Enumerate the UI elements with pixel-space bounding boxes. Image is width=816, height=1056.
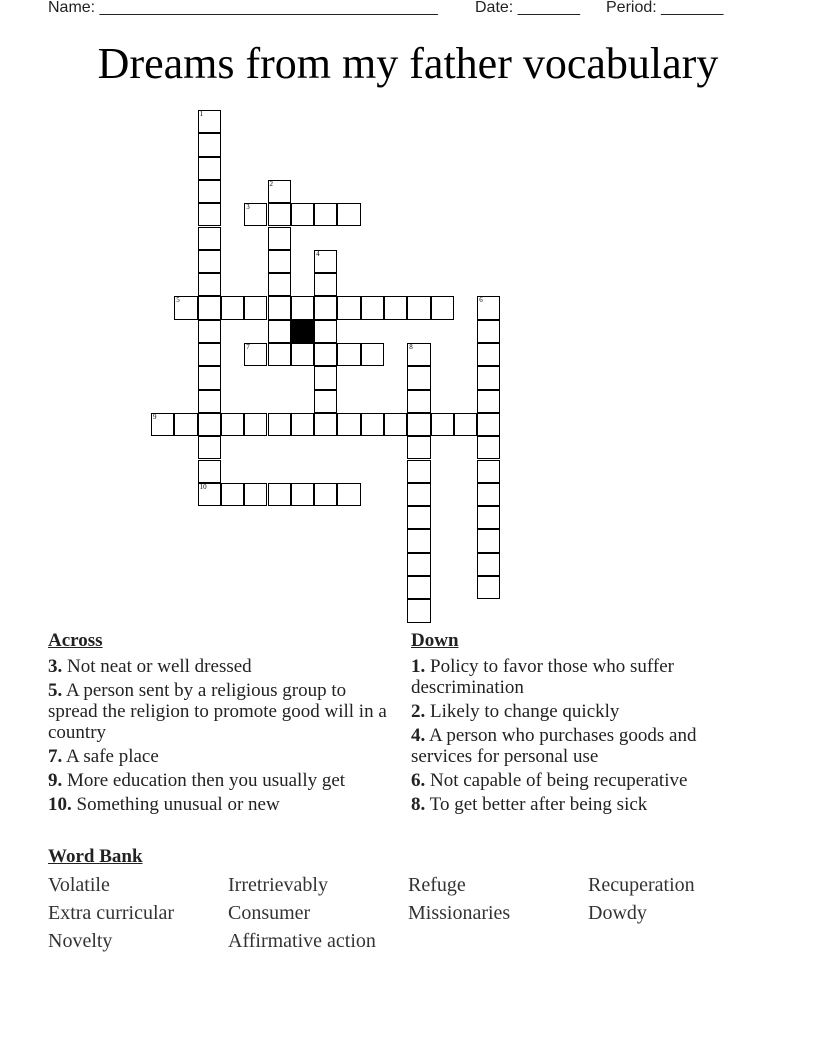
grid-cell[interactable] bbox=[291, 203, 314, 226]
grid-cell[interactable] bbox=[407, 436, 430, 459]
grid-cell[interactable] bbox=[477, 483, 500, 506]
grid-cell[interactable] bbox=[268, 343, 291, 366]
grid-cell[interactable] bbox=[268, 320, 291, 343]
grid-cell[interactable] bbox=[198, 273, 221, 296]
grid-cell[interactable] bbox=[198, 203, 221, 226]
word-bank-item: Missionaries bbox=[408, 902, 511, 924]
grid-cell[interactable] bbox=[477, 366, 500, 389]
clue-number: 9. bbox=[48, 770, 63, 791]
grid-cell[interactable] bbox=[337, 203, 360, 226]
clue-text: More education then you usually get bbox=[67, 770, 346, 791]
clue-text: A person sent by a religious group to spread the religion to promote good will in a country bbox=[48, 680, 387, 743]
grid-cell[interactable] bbox=[244, 343, 267, 366]
grid-cell[interactable] bbox=[268, 203, 291, 226]
grid-cell[interactable] bbox=[244, 296, 267, 319]
grid-cell[interactable] bbox=[407, 296, 430, 319]
cell-number: 8 bbox=[409, 343, 413, 351]
grid-cell[interactable] bbox=[431, 296, 454, 319]
clue-number: 4. bbox=[411, 725, 426, 746]
across-heading: Across bbox=[48, 630, 103, 651]
name-field[interactable]: Name: ______________________________________ bbox=[48, 0, 438, 16]
grid-cell[interactable] bbox=[198, 413, 221, 436]
grid-cell[interactable] bbox=[407, 599, 430, 622]
grid-cell[interactable] bbox=[314, 366, 337, 389]
grid-cell[interactable] bbox=[407, 576, 430, 599]
grid-cell[interactable] bbox=[221, 413, 244, 436]
grid-cell[interactable] bbox=[314, 296, 337, 319]
clue-text: Not neat or well dressed bbox=[67, 656, 252, 677]
clue-number: 3. bbox=[48, 656, 63, 677]
grid-cell[interactable] bbox=[337, 296, 360, 319]
grid-cell[interactable] bbox=[198, 390, 221, 413]
cell-number: 5 bbox=[176, 296, 180, 305]
down-clues bbox=[411, 630, 756, 818]
grid-cell[interactable] bbox=[291, 483, 314, 506]
grid-cell[interactable] bbox=[361, 343, 384, 366]
clue-text: To get better after being sick bbox=[429, 794, 648, 815]
grid-cell[interactable] bbox=[407, 506, 430, 529]
grid-cell[interactable] bbox=[477, 296, 500, 319]
grid-cell[interactable] bbox=[407, 343, 430, 366]
grid-cell[interactable] bbox=[244, 203, 267, 226]
grid-cell[interactable] bbox=[314, 250, 337, 273]
word-bank-item: Consumer bbox=[228, 902, 311, 924]
clue-text: Likely to change quickly bbox=[430, 701, 620, 722]
grid-cell[interactable] bbox=[198, 227, 221, 250]
clue-text: A person who purchases goods and services for personal use bbox=[411, 725, 697, 767]
grid-cell[interactable] bbox=[361, 413, 384, 436]
grid-cell[interactable] bbox=[198, 180, 221, 203]
grid-cell[interactable] bbox=[268, 227, 291, 250]
grid-cell[interactable] bbox=[221, 483, 244, 506]
across-clue bbox=[48, 794, 393, 815]
grid-cell[interactable] bbox=[268, 413, 291, 436]
grid-cell[interactable] bbox=[198, 133, 221, 156]
grid-cell[interactable] bbox=[268, 483, 291, 506]
grid-cell[interactable] bbox=[407, 366, 430, 389]
clue-number: 10. bbox=[48, 794, 72, 815]
grid-cell[interactable] bbox=[174, 296, 197, 319]
clue-number: 2. bbox=[411, 701, 426, 722]
grid-cell[interactable] bbox=[198, 483, 221, 506]
cell-number: 10 bbox=[199, 482, 207, 491]
grid-cell[interactable] bbox=[268, 273, 291, 296]
across-clue bbox=[48, 770, 393, 791]
grid-cell[interactable] bbox=[407, 460, 430, 483]
grid-cell[interactable] bbox=[198, 366, 221, 389]
down-clue bbox=[411, 794, 756, 815]
grid-cell[interactable] bbox=[477, 553, 500, 576]
word-bank-item: Extra curricular bbox=[48, 902, 175, 924]
word-bank-item: Dowdy bbox=[588, 902, 647, 924]
across-clues bbox=[48, 630, 393, 818]
grid-cell[interactable] bbox=[477, 529, 500, 552]
grid-cell[interactable] bbox=[477, 576, 500, 599]
grid-cell[interactable] bbox=[384, 296, 407, 319]
grid-cell[interactable] bbox=[314, 413, 337, 436]
page-title: Dreams from my father vocabulary bbox=[97, 39, 719, 88]
grid-cell[interactable] bbox=[291, 343, 314, 366]
grid-cell[interactable] bbox=[314, 273, 337, 296]
word-bank-item: Volatile bbox=[48, 874, 110, 896]
grid-cell[interactable] bbox=[477, 436, 500, 459]
grid-cell[interactable] bbox=[198, 296, 221, 319]
word-bank-item: Irretrievably bbox=[228, 874, 328, 896]
grid-cell[interactable] bbox=[477, 413, 500, 436]
grid-cell[interactable] bbox=[244, 413, 267, 436]
date-field[interactable]: Date: _______ bbox=[475, 0, 580, 16]
grid-cell[interactable] bbox=[407, 553, 430, 576]
clue-text: Something unusual or new bbox=[76, 794, 280, 815]
grid-cell[interactable] bbox=[268, 250, 291, 273]
grid-cell[interactable] bbox=[198, 110, 221, 133]
grid-cell[interactable] bbox=[221, 296, 244, 319]
grid-cell[interactable] bbox=[477, 506, 500, 529]
grid-cell[interactable] bbox=[407, 483, 430, 506]
clue-number: 6. bbox=[411, 770, 426, 791]
down-clue bbox=[411, 770, 756, 791]
grid-cell[interactable] bbox=[198, 157, 221, 180]
grid-cell[interactable] bbox=[314, 483, 337, 506]
grid-cell[interactable] bbox=[431, 413, 454, 436]
grid-cell[interactable] bbox=[384, 413, 407, 436]
cell-number: 6 bbox=[479, 296, 483, 305]
word-bank-item: Refuge bbox=[408, 874, 466, 896]
grid-cell[interactable] bbox=[244, 483, 267, 506]
grid-cell[interactable] bbox=[477, 320, 500, 343]
grid-cell[interactable] bbox=[291, 413, 314, 436]
grid-cell[interactable] bbox=[314, 390, 337, 413]
down-heading: Down bbox=[411, 630, 459, 651]
down-clue bbox=[411, 725, 756, 767]
across-clue bbox=[48, 656, 393, 677]
across-clue bbox=[48, 746, 393, 767]
cell-number: 4 bbox=[316, 249, 320, 258]
grid-cell[interactable] bbox=[291, 296, 314, 319]
grid-cell[interactable] bbox=[198, 250, 221, 273]
clue-text: Policy to favor those who suffer descrimination bbox=[411, 656, 674, 698]
grid-cell[interactable] bbox=[314, 203, 337, 226]
word-bank-heading: Word Bank bbox=[48, 846, 143, 867]
grid-cell[interactable] bbox=[407, 529, 430, 552]
grid-cell[interactable] bbox=[174, 413, 197, 436]
clue-number: 7. bbox=[48, 746, 63, 767]
grid-cell[interactable] bbox=[314, 320, 337, 343]
clue-number: 1. bbox=[411, 656, 426, 677]
clue-number: 8. bbox=[411, 794, 426, 815]
across-clue bbox=[48, 680, 393, 743]
grid-cell[interactable] bbox=[477, 460, 500, 483]
word-bank-item: Novelty bbox=[48, 930, 113, 952]
cell-number: 2 bbox=[269, 179, 273, 188]
cell-number: 9 bbox=[153, 412, 157, 421]
grid-cell[interactable] bbox=[151, 413, 174, 436]
down-clue bbox=[411, 656, 756, 698]
grid-cell[interactable] bbox=[314, 343, 337, 366]
grid-cell[interactable] bbox=[268, 296, 291, 319]
clue-text: A safe place bbox=[65, 746, 159, 767]
word-bank-item: Affirmative action bbox=[228, 930, 376, 952]
grid-cell[interactable] bbox=[477, 390, 500, 413]
grid-cell[interactable] bbox=[198, 320, 221, 343]
grid-cell[interactable] bbox=[198, 436, 221, 459]
cell-number: 3 bbox=[246, 203, 250, 212]
grid-cell[interactable] bbox=[337, 413, 360, 436]
grid-cell[interactable] bbox=[454, 413, 477, 436]
grid-cell[interactable] bbox=[407, 413, 430, 436]
grid-cell[interactable] bbox=[268, 180, 291, 203]
period-field[interactable]: Period: _______ bbox=[606, 0, 724, 16]
grid-cell[interactable] bbox=[337, 483, 360, 506]
down-clue bbox=[411, 701, 756, 722]
grid-cell[interactable] bbox=[361, 296, 384, 319]
cell-number: 7 bbox=[246, 343, 250, 351]
clue-number: 5. bbox=[48, 680, 63, 701]
grid-cell-blocked bbox=[291, 320, 314, 343]
grid-cell[interactable] bbox=[477, 343, 500, 366]
clue-text: Not capable of being recuperative bbox=[430, 770, 688, 791]
cell-number: 1 bbox=[199, 110, 204, 118]
word-bank-item: Recuperation bbox=[588, 874, 695, 896]
grid-cell[interactable] bbox=[198, 343, 221, 366]
grid-cell[interactable] bbox=[198, 460, 221, 483]
grid-cell[interactable] bbox=[407, 390, 430, 413]
grid-cell[interactable] bbox=[337, 343, 360, 366]
